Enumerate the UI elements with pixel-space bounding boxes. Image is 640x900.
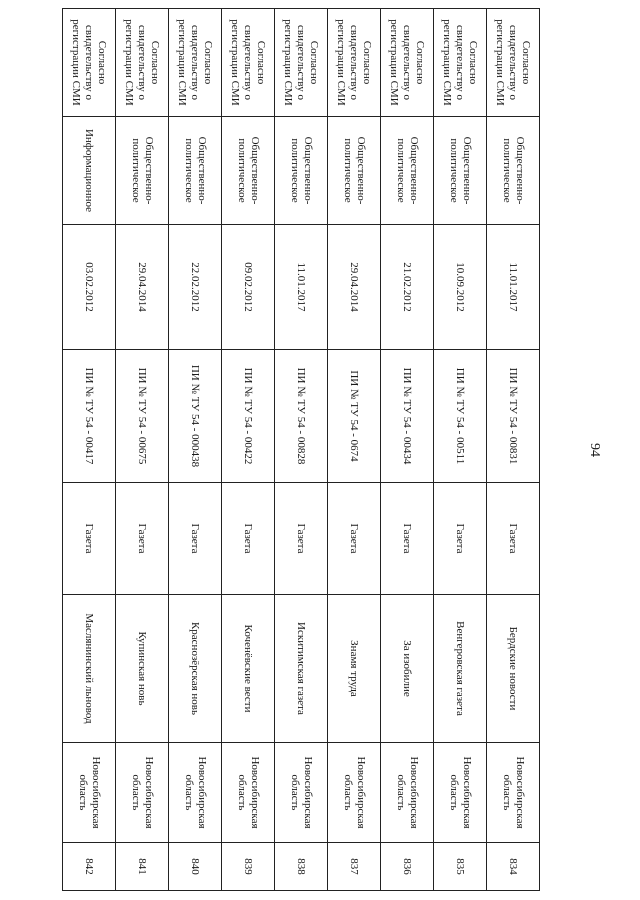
region-cell: Новосибирская область	[328, 743, 381, 843]
title-cell: За изобилие	[381, 595, 434, 743]
license-cell: ПИ № ТУ 54 - 00675	[116, 350, 169, 483]
basis-cell: Согласно свидетельству о регистрации СМИ	[381, 9, 434, 117]
form-cell: Газета	[63, 483, 116, 595]
basis-cell: Согласно свидетельству о регистрации СМИ	[275, 9, 328, 117]
topic-cell: Общественно-политическое	[381, 117, 434, 225]
basis-cell: Согласно свидетельству о регистрации СМИ	[222, 9, 275, 117]
row-number-cell: 838	[275, 843, 328, 891]
region-cell: Новосибирская область	[222, 743, 275, 843]
basis-cell: Согласно свидетельству о регистрации СМИ	[169, 9, 222, 117]
date-cell: 21.02.2012	[381, 225, 434, 350]
form-cell: Газета	[222, 483, 275, 595]
title-cell: Знамя труда	[328, 595, 381, 743]
license-cell: ПИ № ТУ 54 - 00831	[487, 350, 540, 483]
license-cell: ПИ № ТУ 54 - 00828	[275, 350, 328, 483]
row-number-cell: 839	[222, 843, 275, 891]
basis-cell: Согласно свидетельству о регистрации СМИ	[328, 9, 381, 117]
table-row	[169, 9, 222, 891]
table-row	[222, 9, 275, 891]
basis-cell: Согласно свидетельству о регистрации СМИ	[63, 9, 116, 117]
form-cell: Газета	[434, 483, 487, 595]
basis-cell: Согласно свидетельству о регистрации СМИ	[487, 9, 540, 117]
form-cell: Газета	[275, 483, 328, 595]
date-cell: 29.04.2014	[116, 225, 169, 350]
row-number-cell: 834	[487, 843, 540, 891]
table-row	[275, 9, 328, 891]
topic-cell: Общественно-политическое	[275, 117, 328, 225]
date-cell: 22.02.2012	[169, 225, 222, 350]
license-cell: ПИ № ТУ 54 - 00417	[63, 350, 116, 483]
table-row	[381, 9, 434, 891]
title-cell: Искитимская газета	[275, 595, 328, 743]
row-number-cell: 841	[116, 843, 169, 891]
date-cell: 09.02.2012	[222, 225, 275, 350]
region-cell: Новосибирская область	[434, 743, 487, 843]
table-row	[328, 9, 381, 891]
title-cell: Венгеровская газета	[434, 595, 487, 743]
title-cell: Купинская новь	[116, 595, 169, 743]
row-number-cell: 835	[434, 843, 487, 891]
basis-cell: Согласно свидетельству о регистрации СМИ	[116, 9, 169, 117]
table-row	[63, 9, 116, 891]
title-cell: Маслянинский льновод	[63, 595, 116, 743]
title-cell: Бердские новости	[487, 595, 540, 743]
table-row	[116, 9, 169, 891]
license-cell: ПИ № ТУ 54 - 00434	[381, 350, 434, 483]
title-cell: Краснозёрская новь	[169, 595, 222, 743]
region-cell: Новосибирская область	[275, 743, 328, 843]
table-row	[487, 9, 540, 891]
region-cell: Новосибирская область	[381, 743, 434, 843]
title-cell: Коченёвские вести	[222, 595, 275, 743]
table-row	[434, 9, 487, 891]
license-cell: ПИ № ТУ 54 - 00422	[222, 350, 275, 483]
region-cell: Новосибирская область	[63, 743, 116, 843]
date-cell: 11.01.2017	[275, 225, 328, 350]
basis-cell: Согласно свидетельству о регистрации СМИ	[434, 9, 487, 117]
license-cell: ПИ № ТУ 54 - 000438	[169, 350, 222, 483]
topic-cell: Общественно-политическое	[487, 117, 540, 225]
topic-cell: Общественно-политическое	[169, 117, 222, 225]
row-number-cell: 837	[328, 843, 381, 891]
topic-cell: Информационное	[63, 117, 116, 225]
form-cell: Газета	[381, 483, 434, 595]
date-cell: 11.01.2017	[487, 225, 540, 350]
media-registry-table	[62, 8, 540, 891]
registry-table-container	[62, 8, 540, 890]
form-cell: Газета	[116, 483, 169, 595]
license-cell: ПИ № ТУ 54 - 0674	[328, 350, 381, 483]
row-number-cell: 840	[169, 843, 222, 891]
topic-cell: Общественно-политическое	[434, 117, 487, 225]
topic-cell: Общественно-политическое	[116, 117, 169, 225]
region-cell: Новосибирская область	[487, 743, 540, 843]
date-cell: 03.02.2012	[63, 225, 116, 350]
form-cell: Газета	[487, 483, 540, 595]
form-cell: Газета	[169, 483, 222, 595]
row-number-cell: 842	[63, 843, 116, 891]
form-cell: Газета	[328, 483, 381, 595]
date-cell: 10.09.2012	[434, 225, 487, 350]
license-cell: ПИ № ТУ 54 - 00511	[434, 350, 487, 483]
region-cell: Новосибирская область	[116, 743, 169, 843]
date-cell: 29.04.2014	[328, 225, 381, 350]
region-cell: Новосибирская область	[169, 743, 222, 843]
page-number: 94	[587, 443, 602, 457]
topic-cell: Общественно-политическое	[222, 117, 275, 225]
row-number-cell: 836	[381, 843, 434, 891]
topic-cell: Общественно-политическое	[328, 117, 381, 225]
